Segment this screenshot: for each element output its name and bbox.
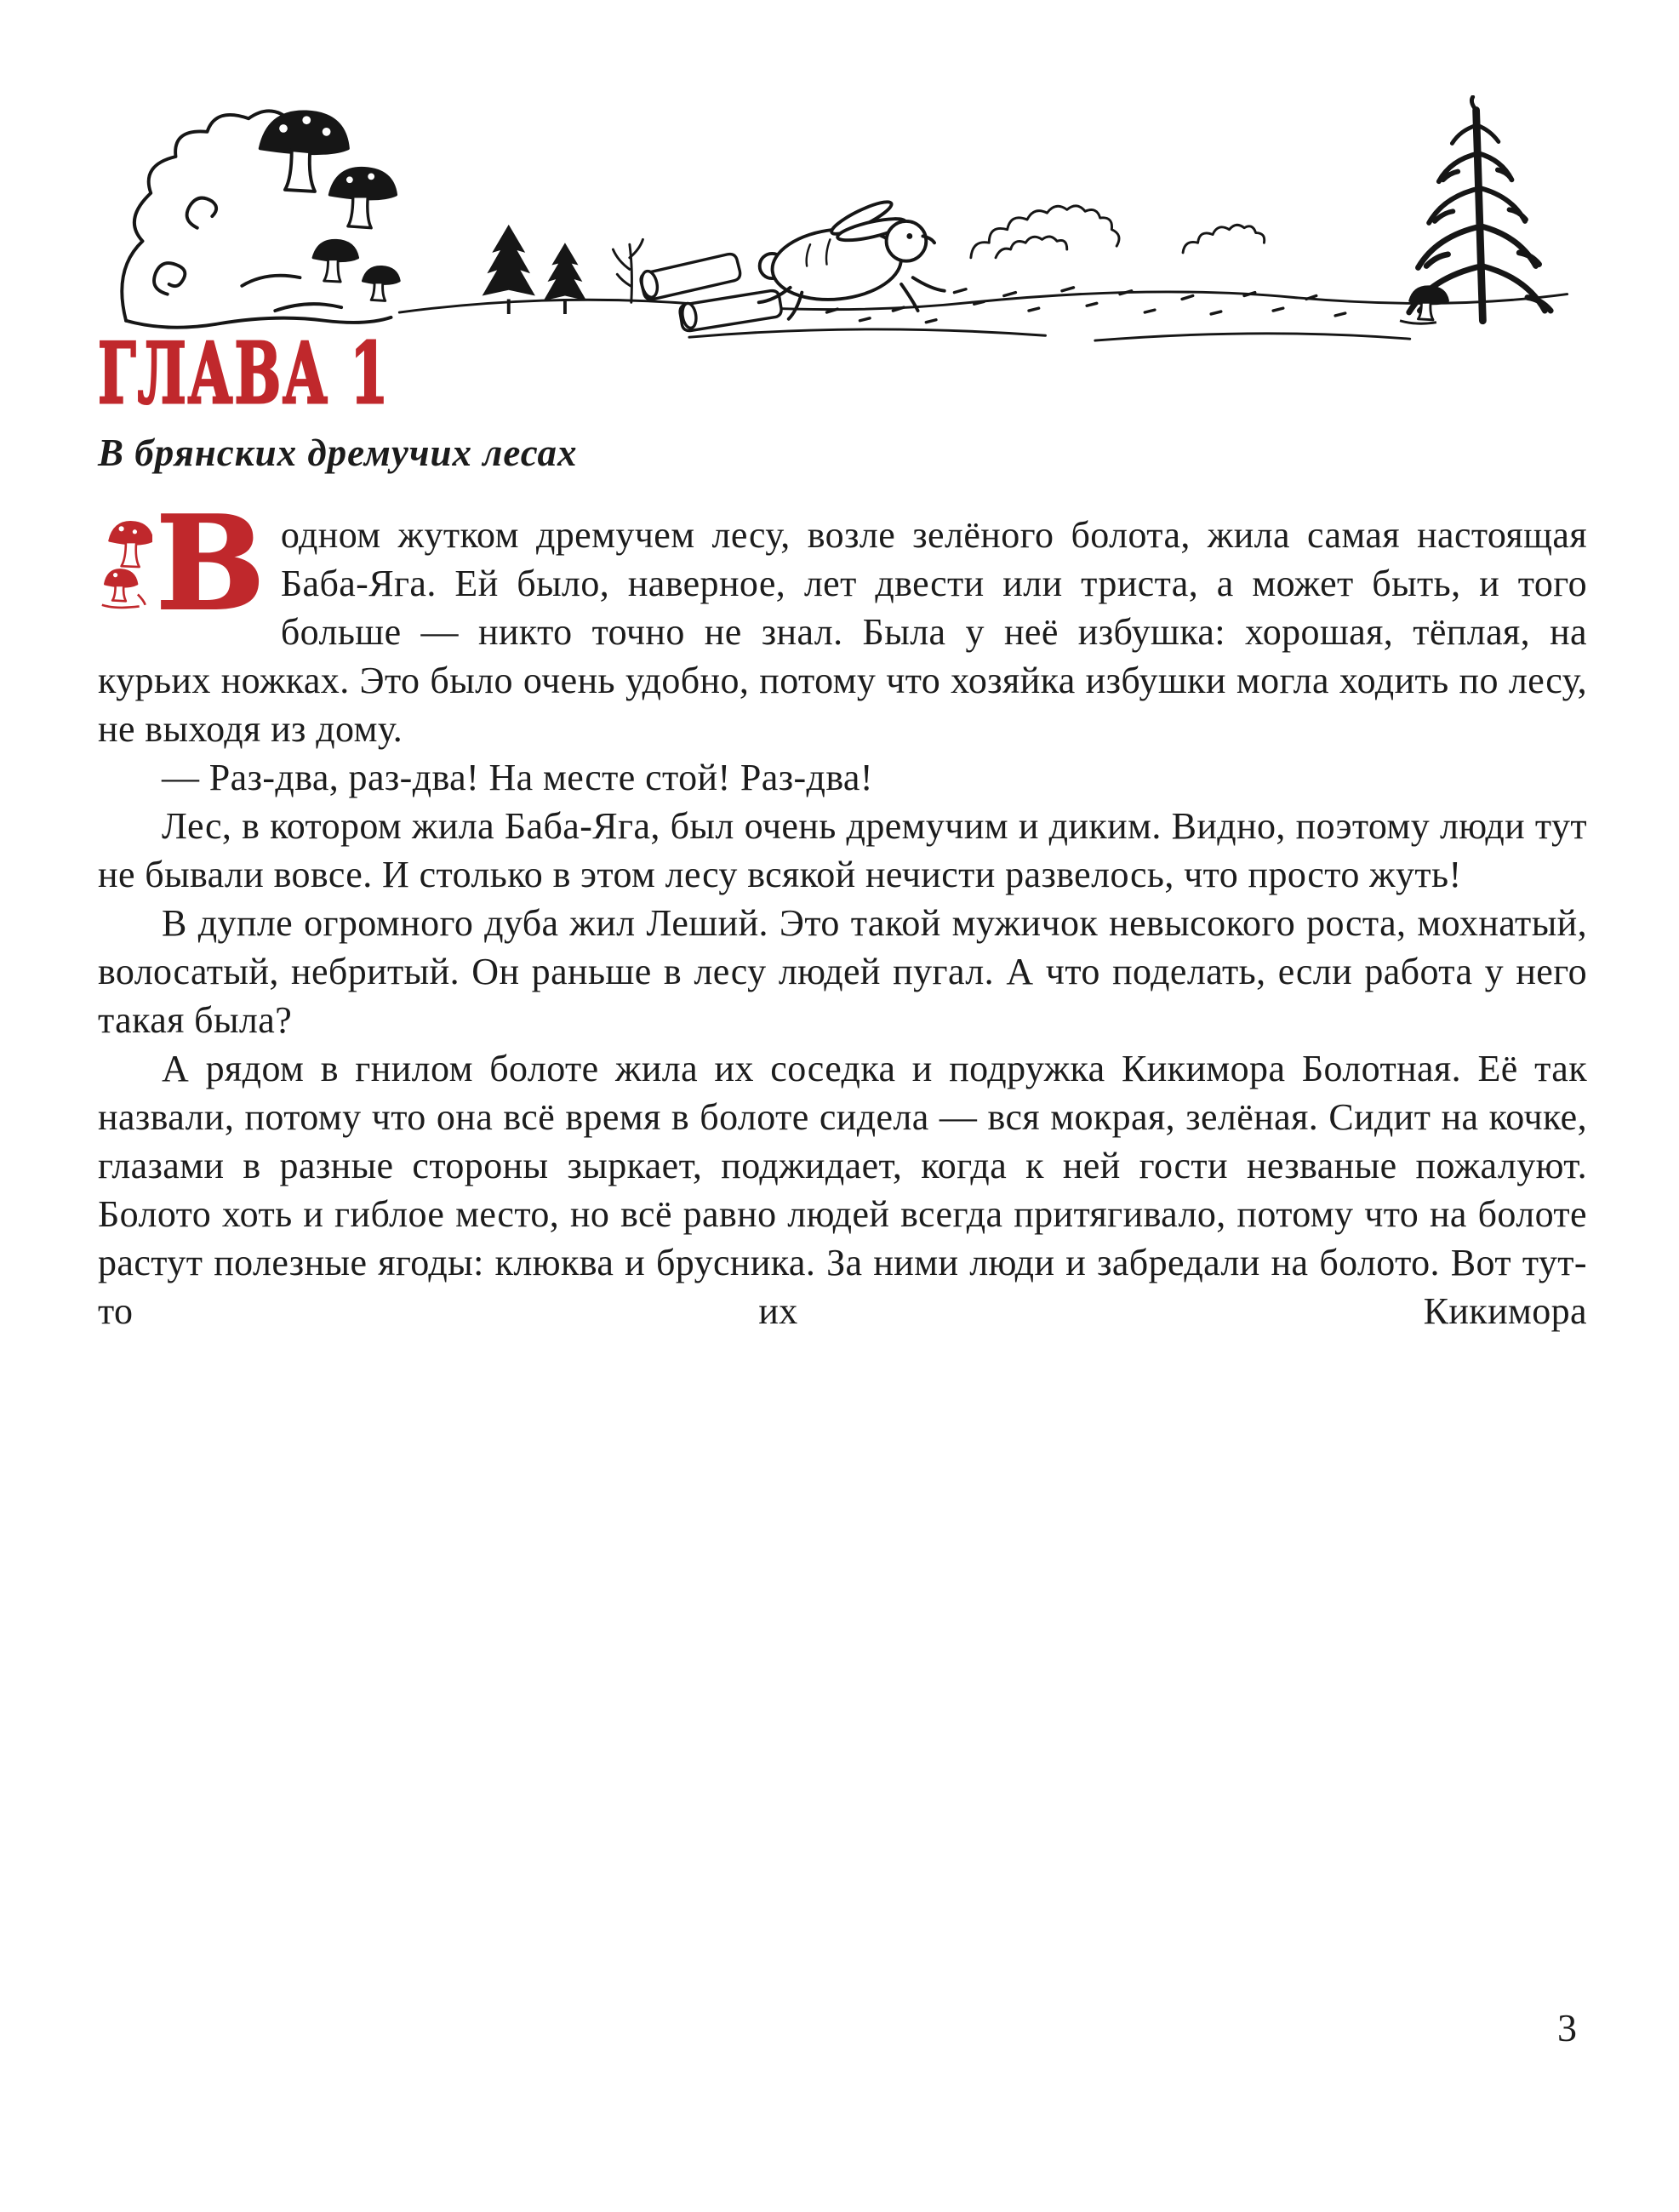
chapter-title: ГЛАВА 1	[98, 325, 391, 423]
paragraph: Лес, в котором жила Баба-Яга, был очень дремучим и диким. Видно, поэтому люди тут не бывали вовсе. И столько в этом лесу всякой нечисти развелось, что просто жуть!	[98, 805, 1587, 895]
paragraph: А рядом в гнилом болоте жила их соседка и подружка Кикимора Болотная. Её так назвали, потому что она всё время в болоте сидела — вся мокрая, зелёная. Сидит на кочке, глазами в разные стороны зыркает, поджидает, когда к ней гости незваные пожалуют. Болото хоть и гиблое место, но всё равно людей всегда притягивало, потому что на болоте растут полезные ягоды: клюква и брусника. За ними люди и забредали на болото. Вот тут-то их Кикимора	[98, 1048, 1587, 1332]
mushrooms-icon	[260, 111, 400, 300]
dropcap-block	[98, 487, 266, 639]
small-mushroom-icon	[1400, 287, 1448, 323]
chapter-subtitle: В брянских дремучих лесах	[98, 432, 578, 474]
paragraph: — Раз-два, раз-два! На месте стой! Раз-два!	[162, 757, 873, 798]
dropcap-letter: В	[156, 487, 266, 639]
body-text	[98, 487, 1587, 1335]
hare	[759, 197, 945, 319]
bushes	[971, 206, 1265, 258]
paragraph-text: одном жутком дремучем лесу, возле зелёного болота, жила самая настоящая Баба-Яга. Ей было, наверное, лет двести или триста, а может быть, и того больше — никто точно не знал. Была у неё избушка: хорошая, тёплая, на курьих ножках. Это было очень удобно, потому что хозяйка избушки могла ходить по лесу, не выходя из дому.	[98, 514, 1587, 750]
paragraph: В дупле огромного дуба жил Леший. Это такой мужичок невысокого роста, мохнатый, волосатый, небритый. Он раньше в лесу людей пугал. А что поделать, если работа у него такая была?	[98, 902, 1587, 1041]
mushroom-icon	[98, 512, 152, 609]
forest-illustration	[98, 95, 1587, 344]
page-number: 3	[1557, 2006, 1577, 2049]
paragraph	[98, 487, 1587, 753]
